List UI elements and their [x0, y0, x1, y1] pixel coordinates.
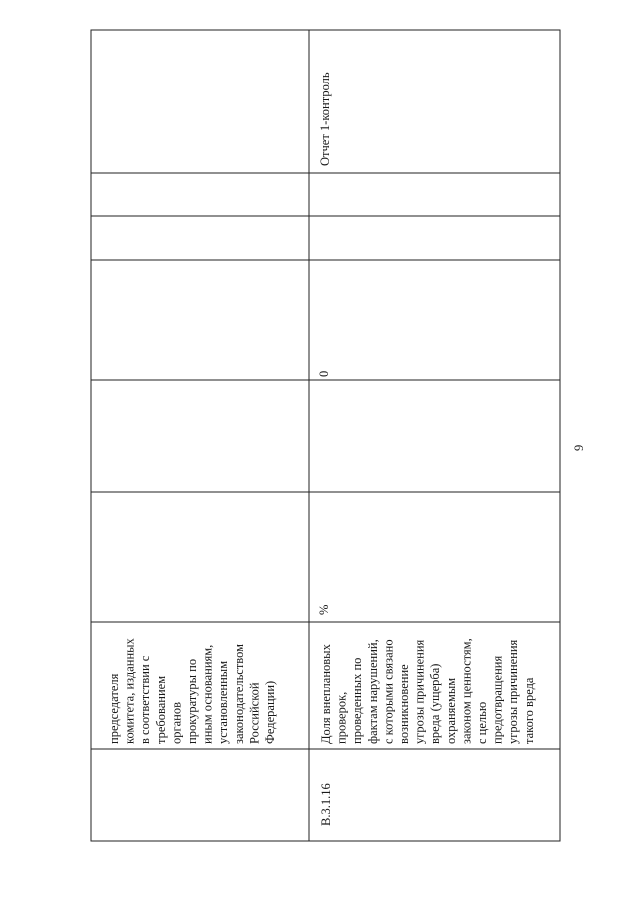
row1-indicator-name [107, 637, 277, 744]
name-line: иным основаниям, [200, 644, 215, 744]
name-line: с целью [475, 701, 489, 744]
name-line: угрозы причинения [412, 639, 427, 744]
name-line: проведенных по [350, 657, 365, 744]
page-number: 9 [572, 444, 586, 451]
name-line: требованием [153, 675, 168, 744]
name-line: с которыми связано [381, 639, 396, 744]
name-line: установленным [216, 660, 231, 744]
name-line: охраняемым [443, 677, 458, 744]
row2-unit: % [317, 604, 331, 615]
name-line: в соответствии с [138, 655, 153, 744]
name-line: законом ценностям, [459, 638, 474, 744]
name-line: такого вреда [521, 677, 536, 744]
name-line: комитета, изданных [122, 638, 137, 744]
name-line: Доля внеплановых [319, 644, 333, 744]
name-line: законодательством [231, 643, 246, 744]
name-line: прокуратуры по [185, 658, 199, 744]
name-line: проверок, [334, 691, 349, 744]
row2-indicator-name [319, 638, 536, 744]
name-line: угрозы причинения [506, 639, 521, 744]
name-line: Федерации) [263, 680, 277, 744]
name-line: предотвращения [490, 655, 505, 744]
name-line: вреда (ущерба) [428, 663, 443, 744]
name-line: Российской [247, 682, 262, 744]
name-line: органов [169, 701, 184, 744]
row2-code: B.3.1.16 [319, 783, 333, 826]
row2-value: 0 [317, 370, 331, 377]
name-line: возникновение [397, 664, 411, 744]
name-line: председателя [107, 673, 121, 744]
row1-source: Отчет 1-контроль [318, 72, 332, 166]
name-line: фактам нарушений, [365, 639, 380, 744]
